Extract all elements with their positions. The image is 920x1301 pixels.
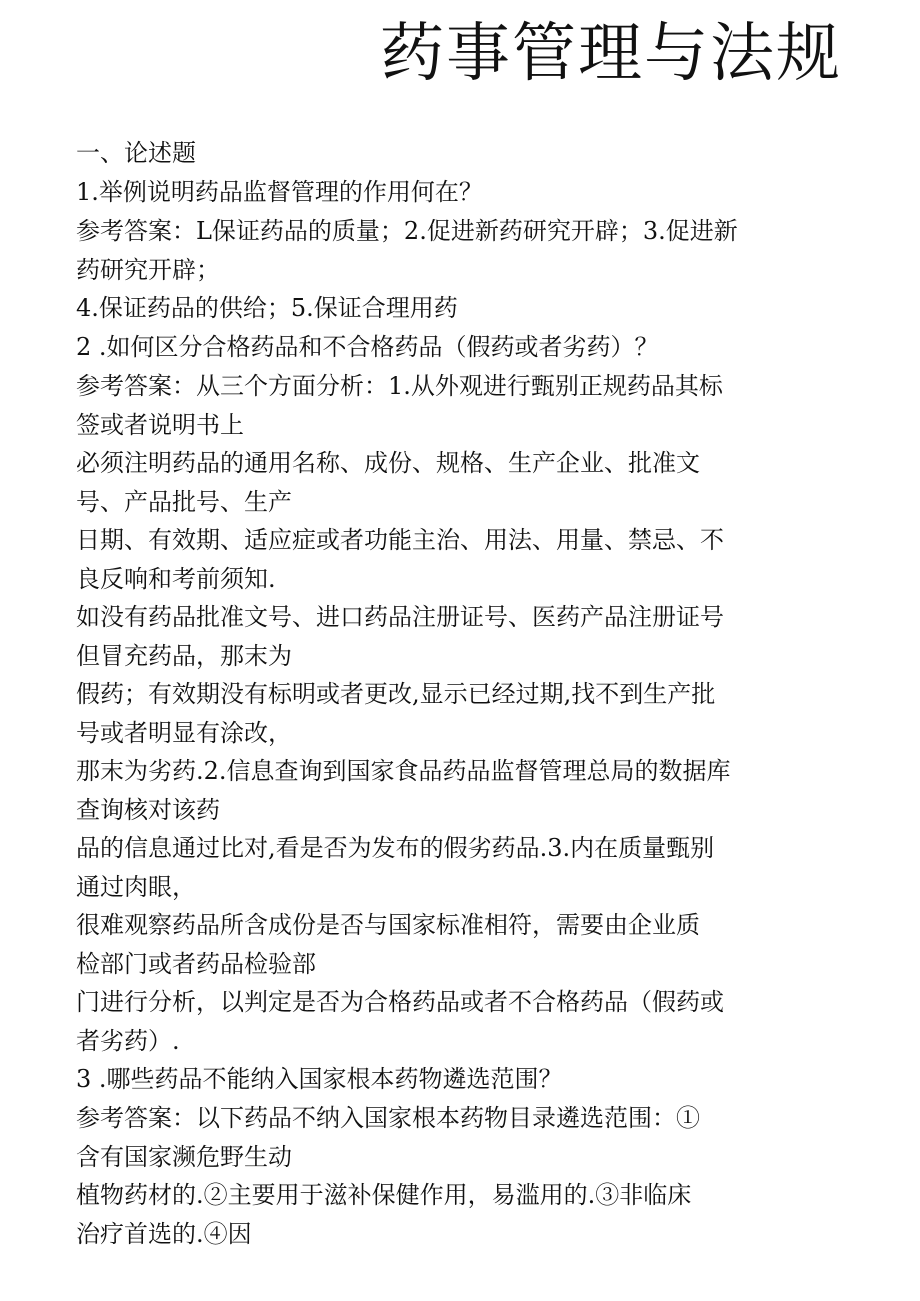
answer-2-line-8: 但冒充药品，那末为: [76, 642, 292, 670]
question-3: 3 .哪些药品不能纳入国家根本药物遴选范围？: [76, 1065, 563, 1093]
answer-2-line-11: 那末为劣药.2.信息查询到国家食品药品监督管理总局的数据库: [76, 757, 731, 785]
document-body: [76, 134, 856, 1253]
answer-2-line-6: 良反响和考前须知.: [76, 565, 276, 593]
answer-2-line-4: 号、产品批号、生产: [76, 488, 292, 516]
answer-2-line-14: 通过肉眼，: [76, 873, 196, 901]
section-heading: 一、论述题: [76, 139, 196, 167]
answer-2-line-3: 必须注明药品的通用名称、成份、规格、生产企业、批准文: [76, 449, 700, 477]
answer-2-line-10: 号或者明显有涂改，: [76, 719, 292, 747]
answer-2-line-5: 日期、有效期、适应症或者功能主治、用法、用量、禁忌、不: [76, 526, 724, 554]
answer-1-line-3: 4.保证药品的供给；5.保证合理用药: [76, 294, 458, 322]
answer-2-line-1: 参考答案：从三个方面分析：1.从外观进行甄别正规药品其标: [76, 372, 723, 400]
answer-2-line-16: 检部门或者药品检验部: [76, 950, 316, 978]
answer-2-line-18: 者劣药）.: [76, 1027, 180, 1055]
answer-3-line-2: 含有国家濒危野生动: [76, 1143, 292, 1171]
question-1: 1.举例说明药品监督管理的作用何在？: [76, 178, 483, 206]
answer-1-line-2: 药研究开辟；: [76, 256, 220, 284]
answer-3-line-3: 植物药材的.②主要用于滋补保健作用，易滥用的.③非临床: [76, 1181, 692, 1209]
answer-2-line-2: 签或者说明书上: [76, 411, 244, 439]
answer-2-line-12: 查询核对该药: [76, 796, 220, 824]
answer-3-line-4: 治疗首选的.④因: [76, 1220, 252, 1248]
answer-2-line-15: 很难观察药品所含成份是否与国家标准相符，需要由企业质: [76, 911, 700, 939]
document-title: 药事管理与法规: [380, 17, 842, 91]
answer-3-line-1: 参考答案：以下药品不纳入国家根本药物目录遴选范围：①: [76, 1104, 700, 1132]
answer-2-line-7: 如没有药品批准文号、进口药品注册证号、医药产品注册证号: [76, 603, 724, 631]
answer-2-line-17: 门进行分析，以判定是否为合格药品或者不合格药品（假药或: [76, 988, 724, 1016]
answer-2-line-9: 假药；有效期没有标明或者更改,显示已经过期,找不到生产批: [76, 680, 716, 708]
answer-2-line-13: 品的信息通过比对,看是否为发布的假劣药品.3.内在质量甄别: [76, 834, 715, 862]
question-2: 2 .如何区分合格药品和不合格药品（假药或者劣药）？: [76, 333, 659, 361]
answer-1-line-1: 参考答案：L保证药品的质量；2.促进新药研究开辟；3.促进新: [76, 217, 738, 245]
